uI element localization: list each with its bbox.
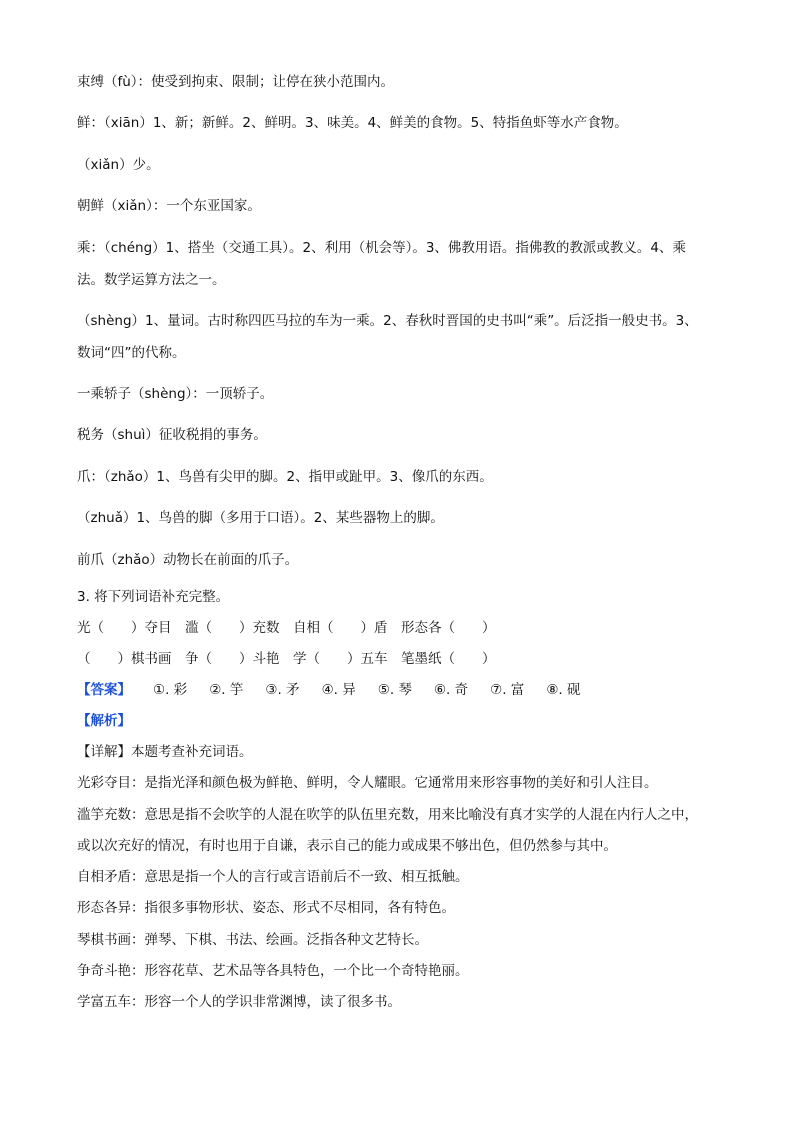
- text-line: 爪：（zhǎo）1、鸟兽有尖甲的脚。2、指甲或趾甲。3、像爪的东西。: [77, 469, 493, 485]
- text-line: （shèng）1、量词。古时称四匹马拉的车为一乘。2、春秋时晋国的史书叫“乘”。后泛指一般史书。3、: [77, 313, 698, 329]
- detail-line: 或以次充好的情况，有时也用于自谦，表示自己的能力或成果不够出色，但仍然参与其中。: [77, 838, 617, 854]
- answer-item: ②. 竽: [209, 682, 244, 698]
- text-line: 一乘轿子（shèng）：一顶轿子。: [77, 386, 274, 402]
- text-line: （xiǎn）少。: [77, 157, 160, 173]
- text-line: 朝鲜（xiǎn）：一个东亚国家。: [77, 198, 261, 214]
- answer-tag: 【答案】: [77, 682, 131, 698]
- answer-row: [77, 680, 581, 700]
- fill-blank-row: （ ）棋书画 争（ ）斗艳 学（ ）五车 笔墨纸（ ）: [77, 651, 496, 667]
- detail-line: 光彩夺目：是指光泽和颜色极为鲜艳、鲜明，令人耀眼。它通常用来形容事物的美好和引人注目。: [77, 775, 658, 791]
- answer-item: ③. 矛: [265, 682, 300, 698]
- answer-item: ⑧. 砚: [546, 682, 581, 698]
- question-title: 3. 将下列词语补充完整。: [77, 589, 230, 605]
- text-line: 税务（shuì）征收税捐的事务。: [77, 427, 267, 443]
- answer-item: ①. 彩: [153, 682, 188, 698]
- detail-line: 学富五车：形容一个人的学识非常渊博，读了很多书。: [77, 994, 401, 1010]
- answer-item: ④. 异: [321, 682, 356, 698]
- answer-item: ⑦. 富: [490, 682, 525, 698]
- text-line: 前爪（zhǎo）动物长在前面的爪子。: [77, 552, 299, 568]
- text-line: 鲜：（xiān）1、新；新鲜。2、鲜明。3、味美。4、鲜美的食物。5、特指鱼虾等水产食物。: [77, 115, 628, 131]
- text-line: 法。数学运算方法之一。: [77, 272, 226, 288]
- detail-line: 形态各异：指很多事物形状、姿态、形式不尽相同，各有特色。: [77, 900, 455, 916]
- fill-blank-row: 光（ ）夺目 滥（ ）充数 自相（ ）盾 形态各（ ）: [77, 620, 496, 636]
- detail-line: 琴棋书画：弹琴、下棋、书法、绘画。泛指各种文艺特长。: [77, 932, 428, 948]
- analysis-tag: 【解析】: [77, 713, 131, 729]
- detail-line: 争奇斗艳：形容花草、艺术品等各具特色，一个比一个奇特艳丽。: [77, 963, 469, 979]
- text-line: 乘：（chéng）1、搭坐（交通工具）。2、利用（机会等）。3、佛教用语。指佛教的教派或教义。4、乘: [77, 240, 687, 256]
- text-line: （zhuǎ）1、鸟兽的脚（多用于口语）。2、某些器物上的脚。: [77, 510, 444, 526]
- text-line: 束缚（fù）：使受到拘束、限制；让停在狭小范围内。: [77, 74, 395, 90]
- detail-line: 滥竽充数：意思是指不会吹竽的人混在吹竽的队伍里充数，用来比喻没有真才实学的人混在内行人之中，: [77, 807, 698, 823]
- detail-line: 自相矛盾：意思是指一个人的言行或言语前后不一致、相互抵触。: [77, 869, 469, 885]
- answer-item: ⑤. 琴: [377, 682, 412, 698]
- answer-item: ⑥. 奇: [433, 682, 469, 698]
- text-line: 数词“四”的代称。: [77, 345, 186, 361]
- detail-line: 【详解】本题考查补充词语。: [77, 744, 253, 760]
